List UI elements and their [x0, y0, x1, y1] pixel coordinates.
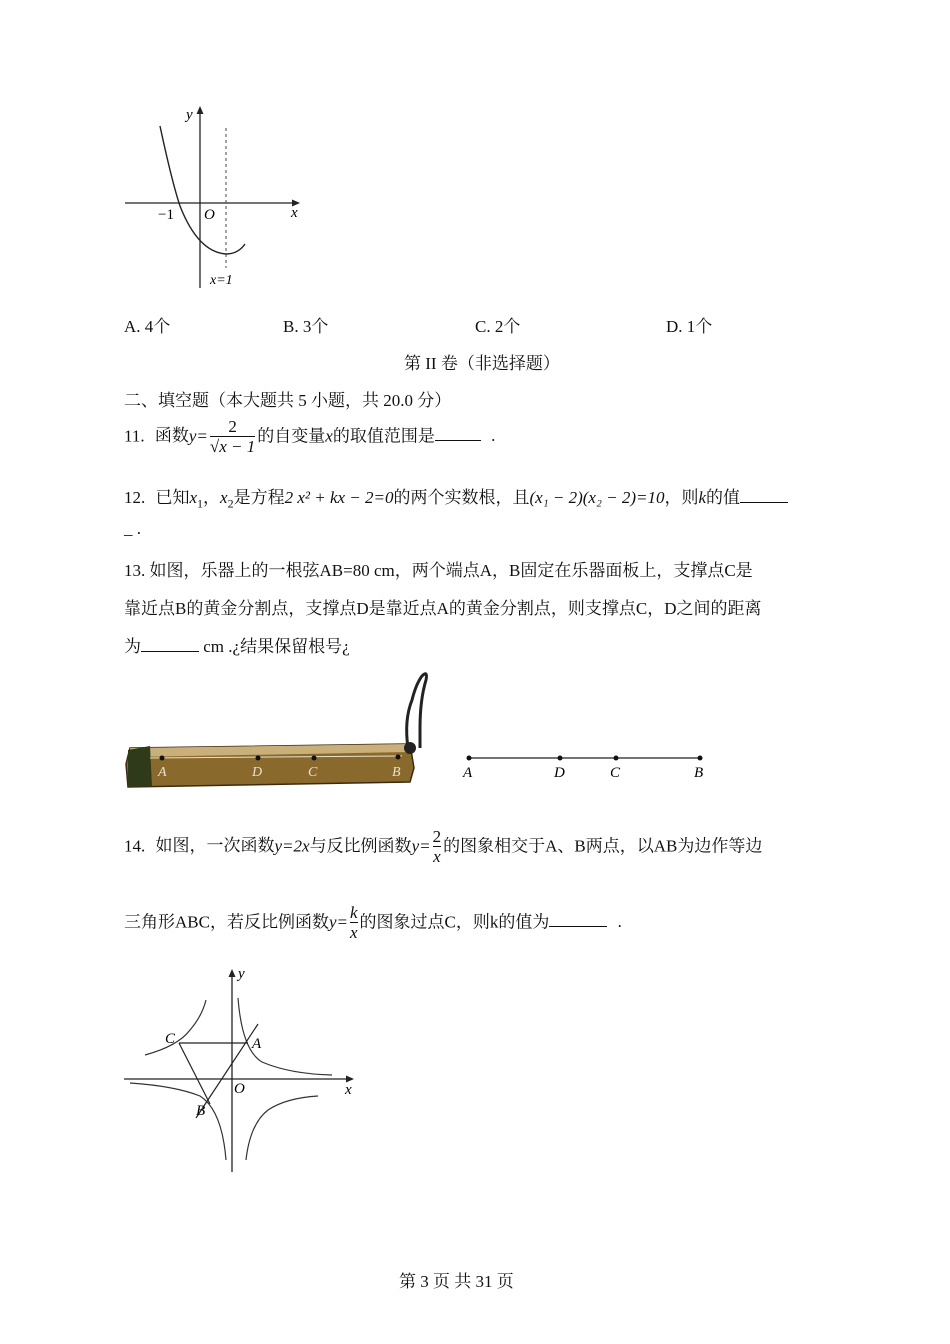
q14-p2: 与反比例函数	[309, 836, 412, 856]
q14-number: 14.	[124, 836, 146, 856]
q13-line1: 13. 如图，乐器上的一根弦AB=80 cm，两个端点A，B固定在乐器面板上，支撑点C是	[124, 561, 753, 580]
q14-l2a: 三角形ABC，若反比例函数	[124, 912, 329, 932]
q12-sep: ，	[203, 488, 221, 507]
q12-text5: 的值	[706, 488, 741, 507]
q12-line2: _ .	[124, 519, 141, 538]
q14-f2: y=	[411, 836, 431, 856]
q12-k: k	[698, 488, 707, 507]
q12-x1: x	[189, 488, 198, 507]
line-y-2x	[196, 1024, 258, 1118]
q11-number: 11.	[124, 426, 145, 446]
segment-label-D: D	[554, 765, 565, 781]
q12-sub1: 1	[197, 496, 204, 511]
q11-pre: 函数	[154, 426, 189, 446]
q12-text1: 已知	[155, 488, 190, 507]
y-axis-label-2: y	[238, 966, 245, 982]
q11-end: .	[491, 426, 496, 446]
q11-post: 的取值范围是	[332, 426, 435, 446]
q14-f1: y=2x	[274, 836, 310, 856]
page-footer: 第 3 页 共 31 页	[399, 1272, 514, 1291]
q12-x2: x	[220, 488, 228, 507]
q12-number: 12.	[124, 488, 146, 507]
point-label-A: A	[252, 1036, 262, 1052]
instrument-label-A: A	[158, 765, 167, 780]
segment-label-C: C	[610, 765, 621, 781]
option-b: B. 3个	[283, 317, 329, 336]
q14-denominator-2: x	[350, 923, 358, 942]
q14-numerator: 2	[432, 827, 442, 846]
instrument-label-D: D	[252, 765, 263, 780]
x-axis-label-2: x	[345, 1082, 352, 1098]
section-title: 第 II 卷（非选择题）	[404, 354, 560, 373]
option-c: C. 2个	[475, 317, 521, 336]
origin-label-2: O	[234, 1081, 245, 1097]
q14-end: .	[617, 912, 622, 932]
q11-x: x	[325, 426, 333, 446]
q14-p3: 的图象相交于A、B两点，以AB为边作等边	[443, 836, 763, 856]
q12-text4: ，则	[664, 488, 699, 507]
option-d: D. 1个	[666, 317, 713, 336]
q14-l2b: 的图象过点C，则k的值为	[359, 912, 550, 932]
hyperbola-k-over-x-q4	[246, 1096, 318, 1160]
q11-y: y=	[188, 426, 208, 446]
segment-CB	[179, 1043, 210, 1104]
origin-label: O	[204, 207, 215, 223]
q12-text3: 的两个实数根，且	[393, 488, 530, 507]
q14-f3: y=	[328, 912, 348, 932]
section-heading: 二、填空题（本大题共 5 小题，共 20.0 分）	[124, 391, 452, 410]
q13-line3-pre: 为	[124, 637, 141, 656]
q11-fraction: $\frac{2}{√x - 1}$	[209, 417, 256, 456]
q12-text2: 是方程	[233, 488, 285, 507]
q12-equation: 2 x² + kx − 2=0	[284, 488, 394, 507]
q11-mid: 的自变量	[257, 426, 326, 446]
q12-condition: (x₁ − 2)(x₂ − 2)=10	[529, 488, 665, 507]
hyperbola-k-over-x-q2	[145, 1000, 206, 1055]
point-label-C: C	[165, 1031, 176, 1047]
instrument-label-C: C	[308, 765, 318, 780]
q12-sub2: 2	[227, 496, 234, 511]
y-axis-label: y	[186, 107, 193, 123]
q11-numerator: 2	[228, 417, 237, 436]
x-equals-1-label: x=1	[210, 273, 233, 288]
segment-label-A: A	[463, 765, 473, 781]
neg-one-label: −1	[158, 207, 174, 223]
q14-numerator-2: k	[350, 903, 358, 922]
segment-label-B: B	[694, 765, 704, 781]
q14-p1: 如图，一次函数	[155, 836, 275, 856]
q11-denominator: x − 1	[219, 437, 256, 456]
q13-line2: 靠近点B的黄金分割点，支撑点D是靠近点A的黄金分割点，则支撑点C，D之间的距离	[124, 599, 762, 618]
y-axis-arrow-2	[229, 969, 236, 977]
x-axis-label: x	[291, 205, 298, 221]
point-label-B: B	[196, 1103, 206, 1119]
instrument-label-B: B	[392, 765, 401, 780]
q14-denominator: x	[433, 847, 441, 866]
q13-line3-post: cm .¿结果保留根号¿	[199, 637, 350, 656]
option-a: A. 4个	[124, 317, 171, 336]
